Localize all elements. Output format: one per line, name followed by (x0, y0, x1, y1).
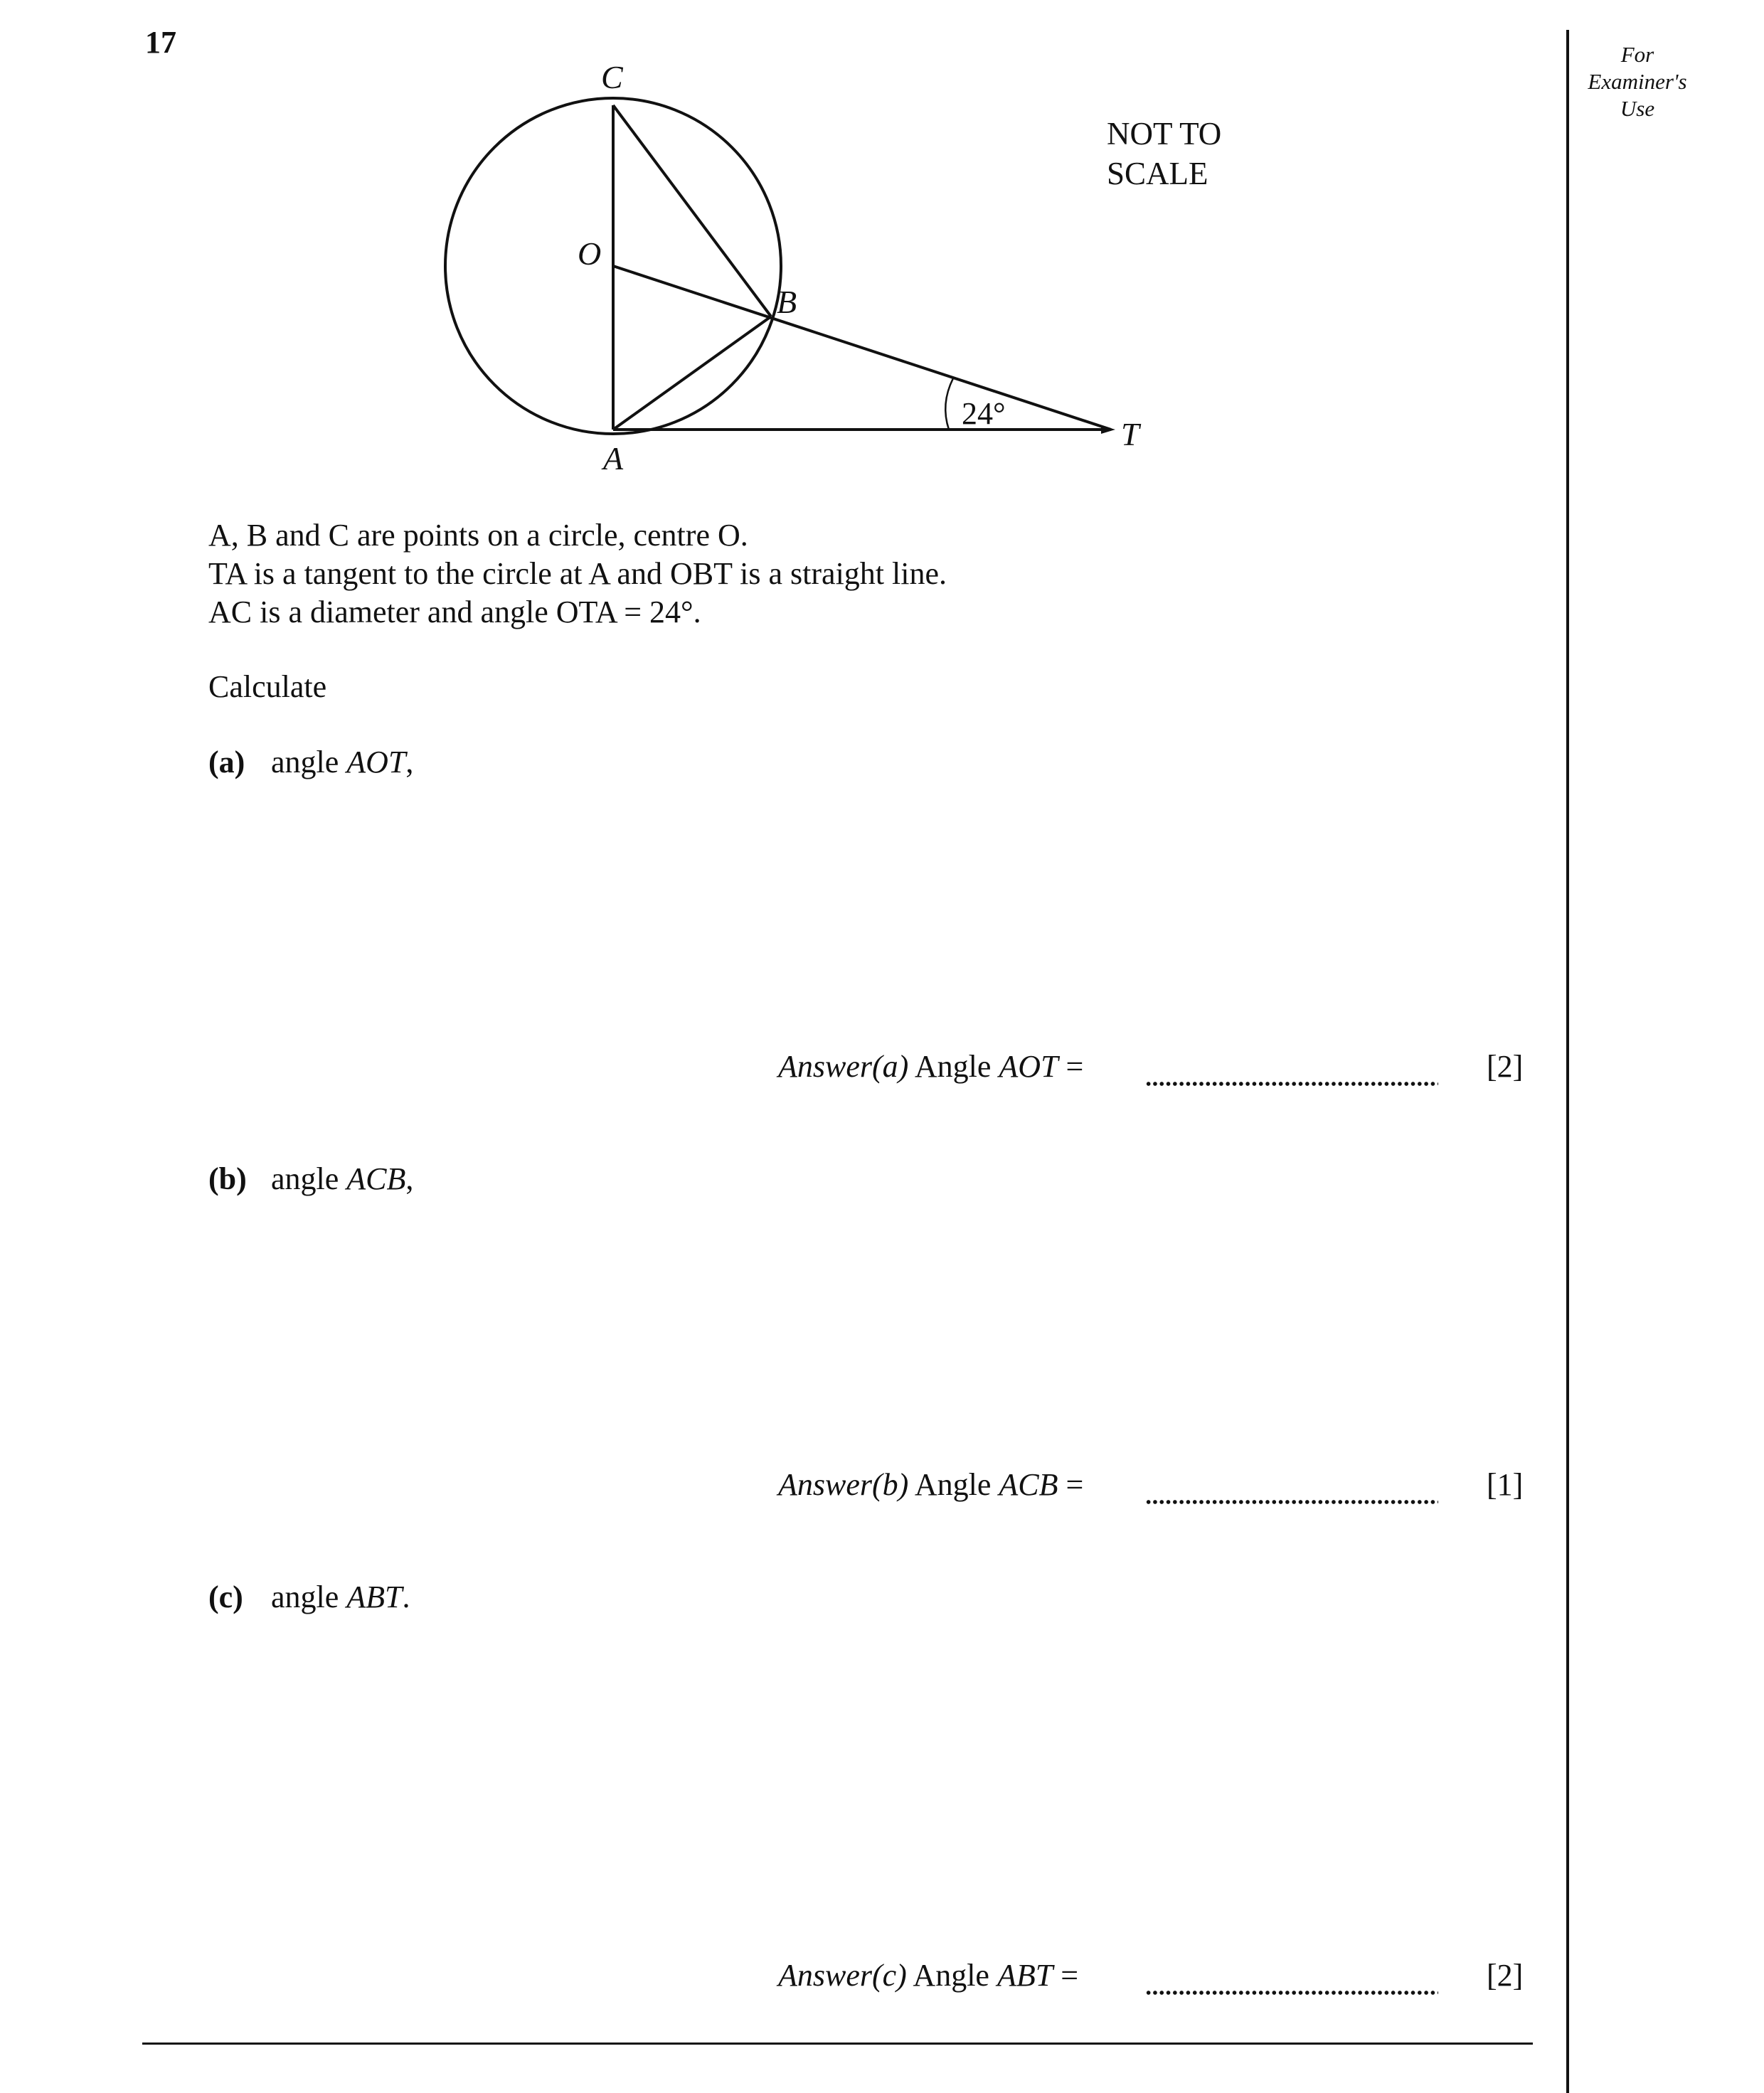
answer-a-line[interactable] (1145, 1081, 1438, 1087)
point-label-c: C (601, 59, 623, 95)
part-b (208, 1161, 413, 1197)
not-to-scale-line-1: NOT TO (1107, 116, 1222, 151)
part-b-var: ACB (346, 1161, 406, 1196)
part-c-end: . (402, 1580, 410, 1614)
part-a-text: angle (271, 745, 347, 779)
answer-a-text: Angle (908, 1049, 999, 1084)
answer-a-var: AOT (999, 1049, 1058, 1084)
answer-a-eq: = (1058, 1049, 1084, 1084)
part-a-end: , (405, 745, 414, 779)
stem-line-1: A, B and C are points on a circle, centre O. (208, 518, 748, 553)
answer-c-eq: = (1053, 1958, 1079, 1993)
answer-a-prefix: Answer(a) (778, 1049, 909, 1084)
part-a (208, 744, 413, 780)
line-obt (613, 266, 1111, 430)
answer-b-prefix: Answer(b) (778, 1467, 909, 1502)
answer-b-eq: = (1058, 1467, 1084, 1502)
part-c-text: angle (271, 1580, 347, 1614)
examiner-line-1: For (1620, 42, 1654, 67)
answer-c-text: Angle (906, 1958, 997, 1993)
part-b-label: (b) (208, 1161, 247, 1196)
bottom-rule (142, 2043, 1533, 2045)
examiner-line-2: Examiner's (1588, 69, 1687, 94)
answer-c (778, 1957, 1078, 1993)
answer-b (778, 1466, 1083, 1503)
point-label-b: B (777, 284, 797, 320)
question-number: 17 (145, 25, 176, 60)
question-stem (208, 516, 947, 632)
answer-b-line[interactable] (1145, 1499, 1438, 1505)
instruction: Calculate (208, 669, 327, 704)
part-c-var: ABT (346, 1580, 403, 1614)
part-b-end: , (405, 1161, 414, 1196)
chord-cb (613, 105, 771, 316)
answer-b-var: ACB (999, 1467, 1058, 1502)
answer-c-var: ABT (997, 1958, 1053, 1993)
marks-a: [2] (1487, 1049, 1524, 1084)
answer-c-line[interactable] (1145, 1990, 1438, 1996)
answer-a (778, 1048, 1083, 1085)
part-a-var: AOT (346, 745, 406, 779)
part-b-text: angle (271, 1161, 347, 1196)
point-label-t: T (1121, 416, 1139, 452)
examiner-line-3: Use (1620, 96, 1655, 121)
stem-line-2: TA is a tangent to the circle at A and OBT is a straight line. (208, 556, 947, 591)
angle-label: 24° (962, 396, 1006, 431)
marks-c: [2] (1487, 1958, 1524, 1993)
not-to-scale-note (1107, 114, 1221, 193)
stem-line-3: AC is a diameter and angle OTA = 24°. (208, 595, 701, 629)
part-a-label: (a) (208, 745, 245, 779)
t-arrow-tip (1101, 425, 1115, 434)
point-label-o: O (578, 235, 602, 272)
answer-b-text: Angle (908, 1467, 999, 1502)
part-c-label: (c) (208, 1580, 243, 1614)
marks-b: [1] (1487, 1467, 1524, 1502)
answer-c-prefix: Answer(c) (778, 1958, 907, 1993)
part-c (208, 1579, 410, 1615)
circle-tangent-diagram (0, 0, 1764, 512)
angle-arc (945, 378, 953, 430)
not-to-scale-line-2: SCALE (1107, 156, 1208, 191)
point-label-a: A (603, 440, 624, 476)
